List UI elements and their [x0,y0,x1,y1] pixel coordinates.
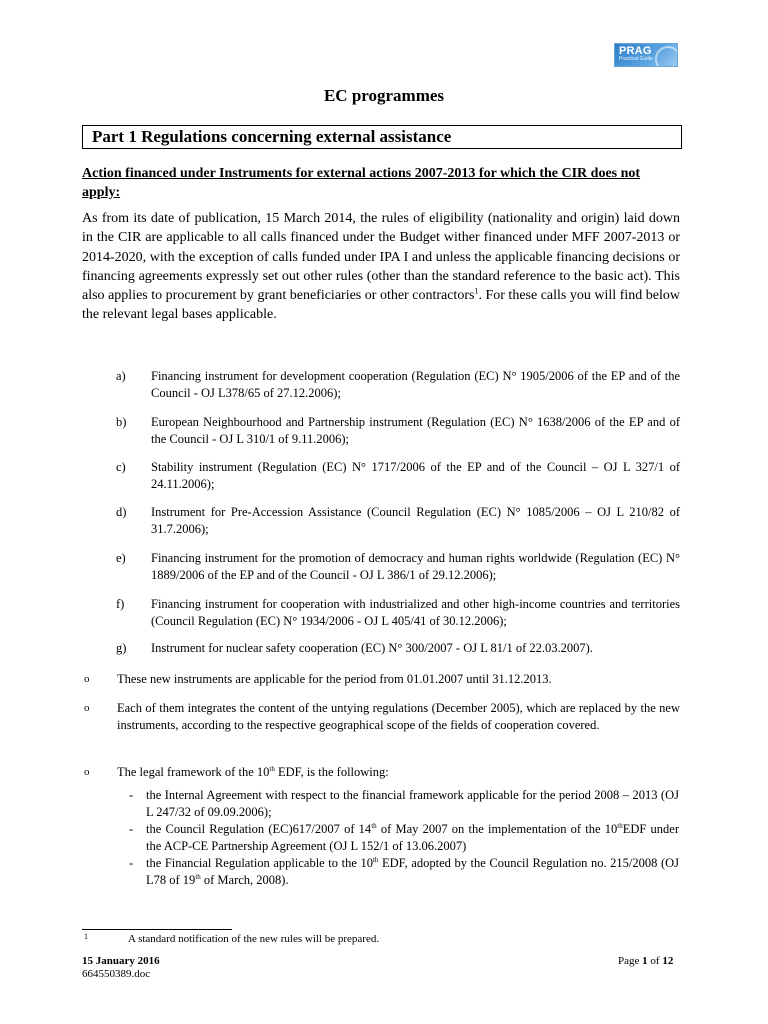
list-item-text: Financing instrument for the promotion of democracy and human rights worldwide (Regulation (EC) N° 1889/2006 of the EP and of the Council - OJ L 386/1 of 29.12.2006); [151,551,680,582]
page-number [618,955,673,967]
list-item-label: b) [116,415,127,429]
dash-icon: - [129,788,134,802]
ordinal-suffix: th [372,855,379,864]
ordinal-suffix: th [617,821,623,830]
dash-text-part: EDF under the ACP-CE Partnership Agreement (OJ L 152/1 of 13.06.2007) [146,822,680,853]
dash-text-part: the Council Regulation (EC)617/2007 of 14 [146,822,372,836]
intro-paragraph [82,209,680,325]
intro-text: As from its date of publication, 15 March 2014, the rules of eligibility (nationality and origin) laid down in the CIR are applicable to all calls financed under the Budget wither financed under MFF 2007-2013 or 2014-2020, with the exception of calls funded under IPA I and unless the applicable financing decisions or financing agreements expressly set out other rules (other than the standard reference to the basic act). This also applies to procurement by grant beneficiaries or other contractors [82,211,680,304]
list-item-text: European Neighbourhood and Partnership instrument (Regulation (EC) N° 1638/2006 of the EP and of the Council - OJ L 310/1 of 9.11.2006); [151,415,680,446]
footnote-reference: 1 [474,286,479,296]
dash-icon: - [129,856,134,870]
bullet-icon: o [84,673,90,685]
dash-text: the Internal Agreement with respect to the financial framework applicable for the period 2008 – 2013 (OJ L 247/32 of 09.09.2006); [146,788,679,819]
logo-swoosh-icon [655,46,678,67]
bullet-text: Each of them integrates the content of the untying regulations (December 2005), which are replaced by the new instruments, according to the respective geographical scope of the fields of cooperation covered. [117,701,680,732]
intro-text-end: . For these calls you will find below the relevant legal bases applicable. [82,288,680,323]
logo-text: PRAG [619,45,652,57]
bullet-text [117,764,680,781]
list-item-text: Instrument for Pre-Accession Assistance (Council Regulation (EC) N° 1085/2006 – OJ L 210/82 of 31.7.2006); [151,505,680,536]
logo-subtext: Practical Guide [619,56,653,62]
dash-icon: - [129,822,134,836]
document-title: EC programmes [323,86,445,105]
list-item-text: Financing instrument for development cooperation (Regulation (EC) N° 1905/2006 of the EP and of the Council - OJ L378/65 of 27.12.2006); [151,369,680,400]
dash-text-part: of March, 2008). [200,872,289,887]
footnote-text: A standard notification of the new rules will be prepared. [128,933,380,945]
list-item-text: Stability instrument (Regulation (EC) N° 1717/2006 of the EP and of the Council – OJ L 327/1 of 24.11.2006); [151,460,680,491]
footnote-number: 1 [84,932,88,941]
page-of: of [647,955,663,967]
ordinal-suffix: th [195,872,201,881]
list-item-label: a) [116,369,126,383]
dash-text-part: EDF, adopted by the Council Regulation no. 215/2008 (OJ L78 of 19 [146,856,679,887]
dash-text-part: of May 2007 on the implementation of the 10 [376,822,618,836]
dash-text-part: the Financial Regulation applicable to the 10 [146,856,373,870]
ordinal-suffix: th [269,764,275,773]
list-item-label: e) [116,551,126,565]
bullet-text-part: EDF, is the following: [274,765,389,779]
bullet-icon: o [84,702,90,714]
list-item-label: g) [116,641,127,655]
ordinal-suffix: th [371,821,377,830]
page-total: 12 [662,955,674,967]
part-heading-box [82,125,682,149]
list-item-text: Financing instrument for cooperation with industrialized and other high-income countries and territories (Council Regulation (EC) N° 1934/2006 - OJ L 405/41 of 30.12.2006); [151,597,680,628]
dash-text [146,855,679,889]
footer-date: 15 January 2016 [82,955,160,967]
list-item-text: Instrument for nuclear safety cooperation (EC) N° 300/2007 - OJ L 81/1 of 22.03.2007). [151,641,593,655]
page-current: 1 [642,955,648,967]
list-item-label: f) [116,597,125,611]
footnote-separator [82,929,232,930]
prag-logo [614,43,678,67]
footer-filename: 664550389.doc [82,968,151,980]
dash-text [146,821,679,855]
list-item-label: d) [116,505,127,519]
part-heading: Part 1 Regulations concerning external assistance [92,127,452,146]
list-item-label: c) [116,460,126,474]
bullet-icon: o [84,766,90,778]
bullet-text: These new instruments are applicable for the period from 01.01.2007 until 31.12.2013. [117,672,552,686]
page-prefix: Page [618,955,643,967]
bullet-text-part: The legal framework of the 10 [117,765,270,779]
section-heading: Action financed under Instruments for external actions 2007-2013 for which the CIR does not apply: [82,166,641,200]
